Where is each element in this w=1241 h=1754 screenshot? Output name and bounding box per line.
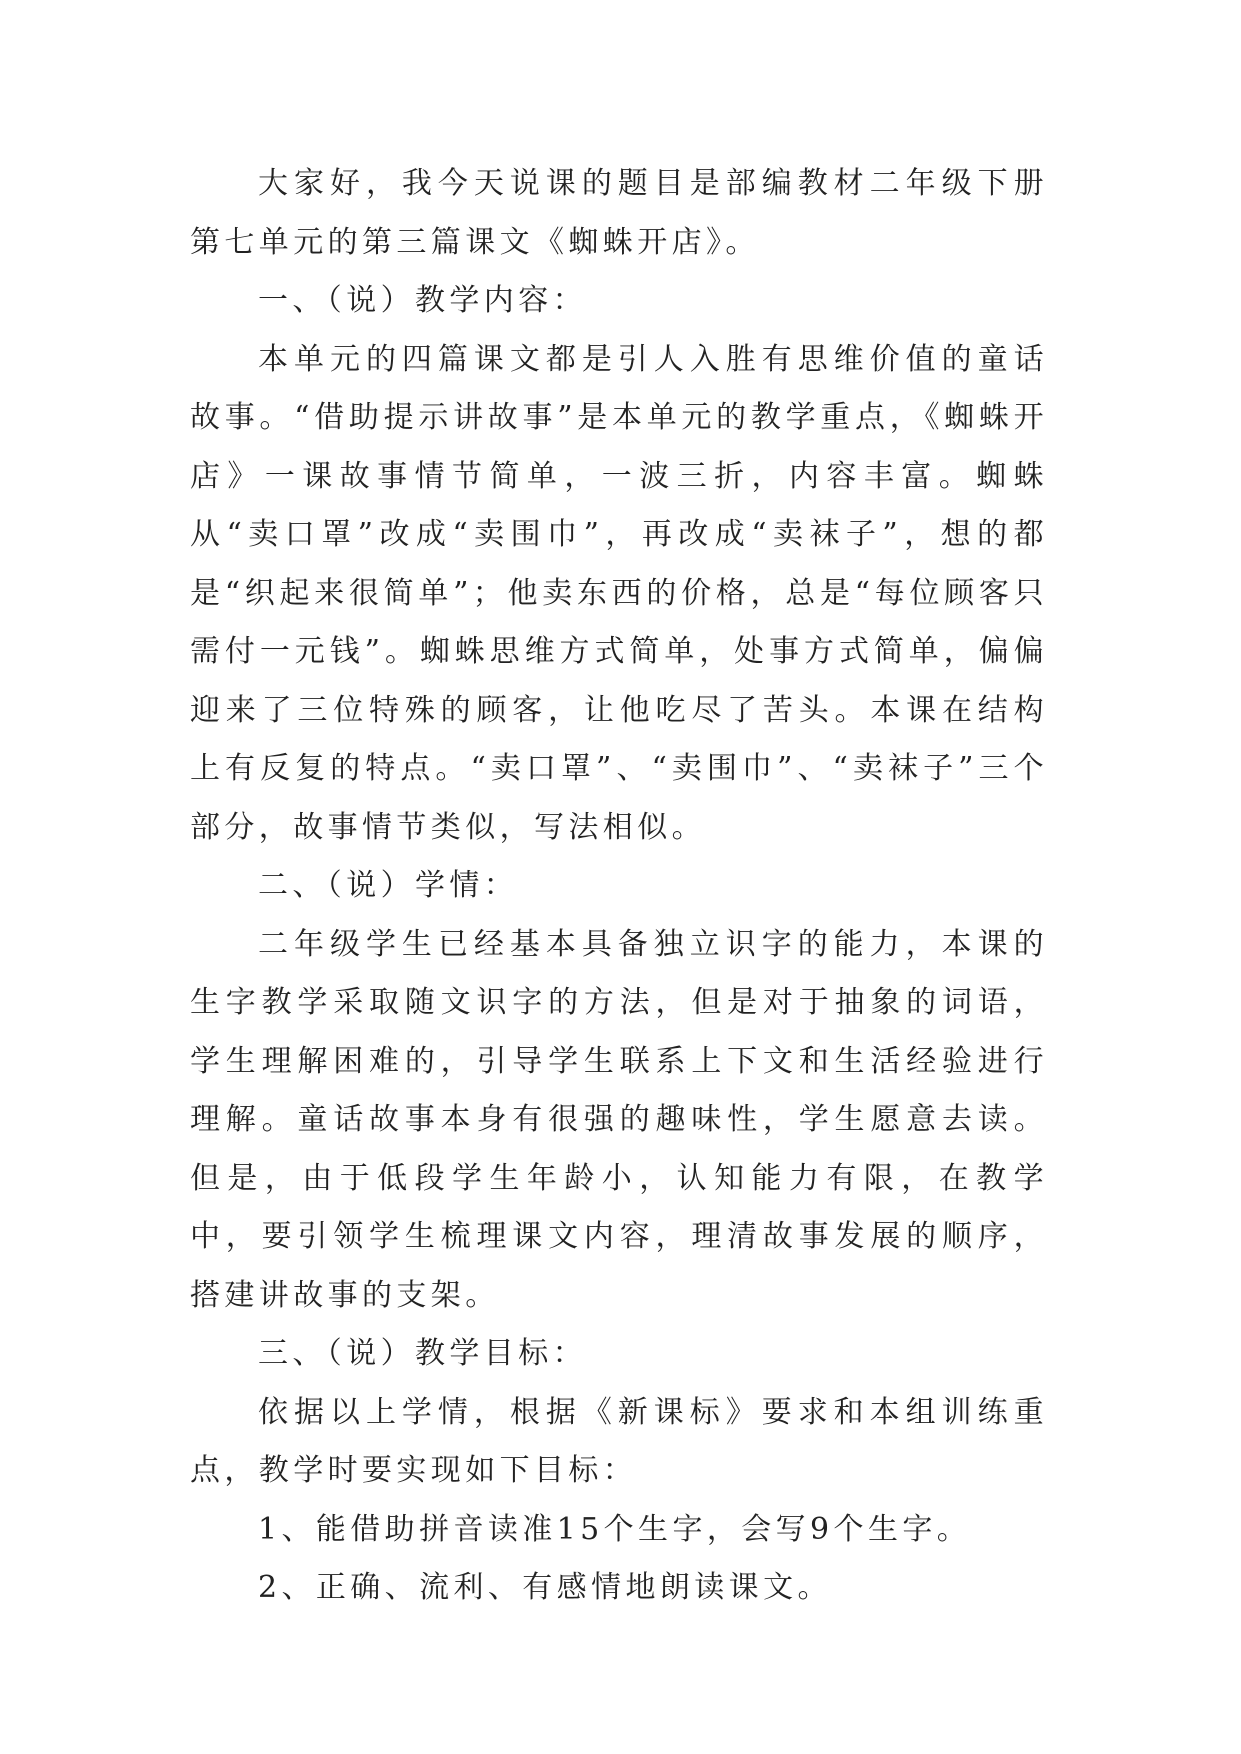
goal-item-1: 1、能借助拼音读准15个生字，会写9个生字。 — [258, 1511, 972, 1547]
goal-item-2: 2、正确、流利、有感情地朗读课文。 — [258, 1570, 832, 1605]
heading-teaching-goals: 三、（说）教学目标： — [258, 1336, 587, 1371]
paragraph-student-situation: 二年级学生已经基本具备独立识字的能力，本课的生字教学采取随文识字的方法，但是对于抽象的词语，学生理解困难的，引导学生联系上下文和生活经验进行理解。童话故事本身有很强的趣味性，学生愿意去读。但是，由于低段学生年龄小，认知能力有限，在教学中，要引领学生梳理课文内容，理清故事发展的顺序，搭建讲故事的支架。 — [190, 926, 1048, 1313]
document-body — [190, 155, 1048, 1618]
heading-teaching-content: 一、（说）教学内容： — [258, 283, 587, 318]
paragraph-teaching-content: 本单元的四篇课文都是引人入胜有思维价值的童话故事。“借助提示讲故事”是本单元的教学重点，《蜘蛛开店》一课故事情节简单，一波三折，内容丰富。蜘蛛从“卖口罩”改成“卖围巾”，再改成“卖袜子”，想的都是“织起来很简单”；他卖东西的价格，总是“每位顾客只需付一元钱”。蜘蛛思维方式简单，处事方式简单，偏偏迎来了三位特殊的顾客，让他吃尽了苦头。本课在结构上有反复的特点。“卖口罩”、“卖围巾”、“卖袜子”三个部分，故事情节类似，写法相似。 — [190, 341, 1048, 845]
heading-student-situation: 二、（说）学情： — [258, 868, 519, 903]
paragraph-intro: 大家好，我今天说课的题目是部编教材二年级下册第七单元的第三篇课文《蜘蛛开店》。 — [190, 166, 1048, 260]
paragraph-teaching-goals: 依据以上学情，根据《新课标》要求和本组训练重点，教学时要实现如下目标： — [190, 1394, 1048, 1488]
